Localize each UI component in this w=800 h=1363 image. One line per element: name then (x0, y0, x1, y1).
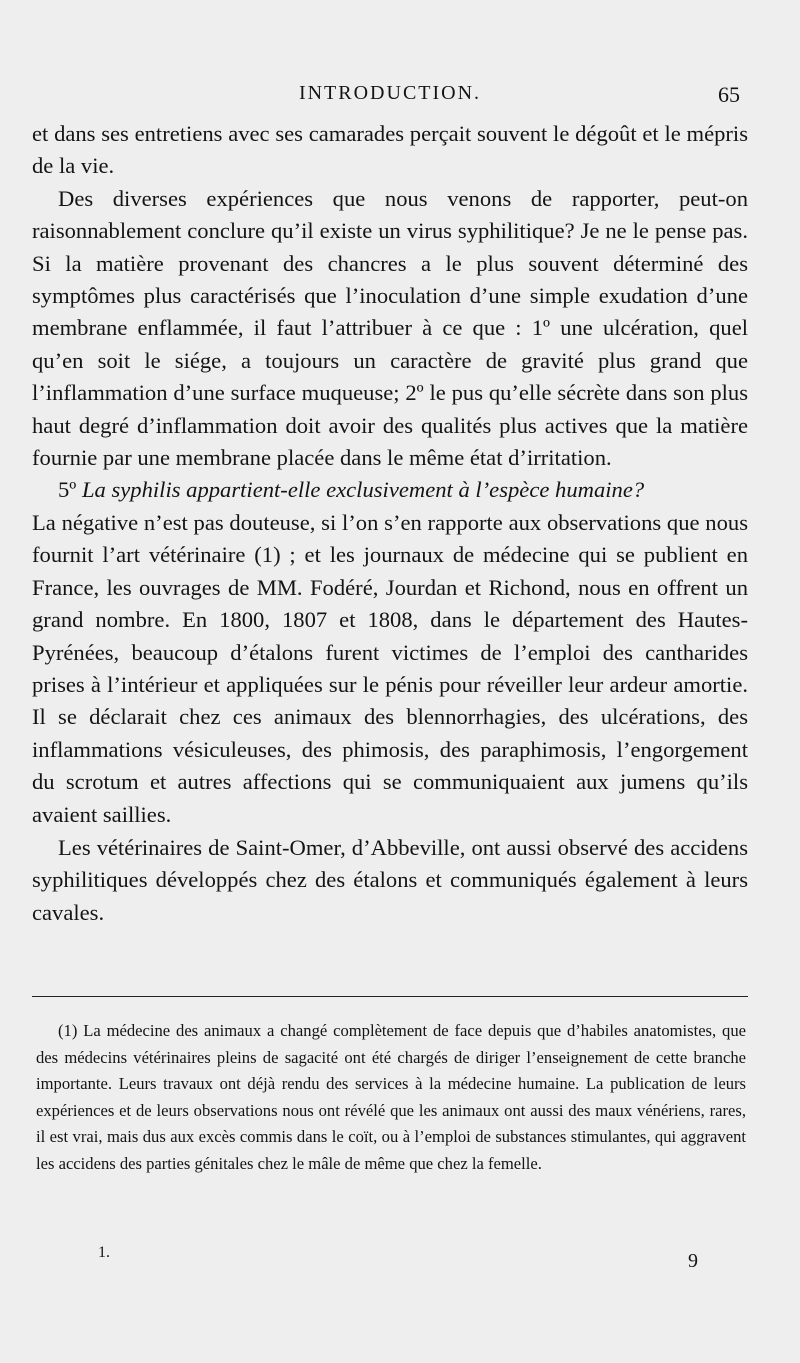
sheet-number: 9 (688, 1250, 698, 1272)
question-heading: La syphilis appartient-elle exclusivement à l’espèce humaine? (81, 477, 645, 503)
paragraph: La négative n’est pas douteuse, si l’on s’en rapporte aux observations que nous fournit l’art vétérinaire (1) ; et les journaux de médecine qui se publient en France, les ouvrages de MM. Fodéré, Jourdan et Richond, nous en offrent un grand nombre. En 1800, 1807 et 1808, dans le département des Hautes-Pyrénées, beaucoup d’étalons furent victimes de l’emploi des cantharides prises à l’intérieur et appliquées sur le pénis pour réveiller leur ardeur amortie. Il se déclarait chez ces animaux des blennorrhagies, des ulcérations, des inflammations vésiculeuses, des phimosis, des paraphimosis, l’engorgement du scrotum et autres affections qui se communiquaient aux jumens qu’ils avaient saillies. (32, 509, 748, 827)
page-number: 65 (718, 82, 740, 107)
paragraph: Des diverses expériences que nous venons de rapporter, peut-on raisonnablement conclure qu’il existe un virus syphilitique? Je ne le pense pas. Si la matière provenant des chancres a le plus souvent déterminé des symptômes plus caractérisés que l’inoculation d’une simple exudation d’une membrane enflammée, il faut l’attribuer à ce que : 1º une ulcération, quel qu’en soit le siége, a toujours un caractère de gravité plus grand que l’inflammation d’une surface muqueuse; 2º le pus qu’elle sécrète dans son plus haut degré d’inflammation doit avoir des qualités plus actives que la matière fournie par une membrane placée dans le même état d’irritation. (32, 185, 748, 471)
question-paragraph (32, 474, 748, 506)
main-text (32, 118, 748, 929)
footnote: (1) La médecine des animaux a changé complètement de face depuis que d’habiles anatomistes, que des médecins vétérinaires pleins de sagacité ont été chargés de diriger l’enseignement de cette branche importante. Leurs travaux ont déjà rendu des services à la médecine humaine. La publication de leurs expériences et de leurs observations nous ont révélé que les animaux ont aussi des maux vénériens, rares, il est vrai, mais dus aux excès commis dans le coït, ou à l’emploi de substances stimulantes, qui aggravent les accidens des parties génitales chez le mâle de même que chez la femelle. (36, 1021, 746, 1173)
footnote-rule (32, 996, 748, 997)
paragraph: Les vétérinaires de Saint-Omer, d’Abbeville, ont aussi observé des accidens syphilitiques développés chez des étalons et communiqués également à leurs cavales. (32, 834, 748, 925)
running-head: INTRODUCTION. (298, 82, 482, 104)
paragraph-continued: et dans ses entretiens avec ses camarades perçait souvent le dégoût et le mépris de la vie. (32, 121, 748, 179)
question-number: 5º (58, 477, 77, 503)
signature-mark: 1. (98, 1244, 110, 1261)
page-header (32, 82, 748, 110)
